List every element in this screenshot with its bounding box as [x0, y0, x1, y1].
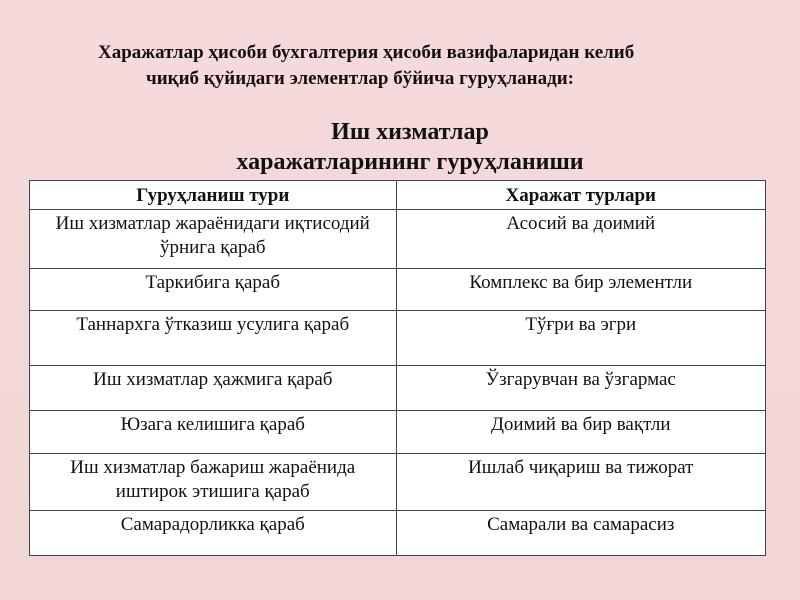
table-row — [30, 511, 766, 556]
table-row — [30, 366, 766, 411]
table-cell: Таннархга ўтказиш усулига қараб — [30, 311, 397, 366]
table-cell: Комплекс ва бир элементли — [396, 269, 765, 311]
table-cell: Самарали ва самарасиз — [396, 511, 765, 556]
table-row — [30, 269, 766, 311]
table-cell: Иш хизматлар ҳажмига қараб — [30, 366, 397, 411]
table-cell: Иш хизматлар жараёнидаги иқтисодий ўрнига қараб — [30, 210, 397, 269]
table-heading-line-2: харажатларининг гуруҳланиши — [236, 149, 584, 175]
table-cell: Таркибига қараб — [30, 269, 397, 311]
table-cell: Иш хизматлар бажариш жараёнида иштирок этишига қараб — [30, 454, 397, 511]
table-header-row — [30, 181, 766, 210]
intro-line-1: Харажатлар ҳисоби бухгалтерия ҳисоби вазифаларидан келиб — [98, 42, 635, 63]
table-cell: Юзага келишига қараб — [30, 411, 397, 454]
table-row — [30, 311, 766, 366]
table-row — [30, 210, 766, 269]
intro-line-2: чиқиб қуйидаги элементлар бўйича гуруҳланади: — [146, 68, 575, 89]
table-cell: Тўғри ва эгри — [396, 311, 765, 366]
table-cell: Асосий ва доимий — [396, 210, 765, 269]
table-heading — [180, 117, 640, 177]
header-cost-types: Харажат турлари — [396, 181, 765, 210]
table-cell: Доимий ва бир вақтли — [396, 411, 765, 454]
table-row — [30, 454, 766, 511]
header-grouping-type: Гуруҳланиш тури — [30, 181, 397, 210]
table-cell: Самарадорликка қараб — [30, 511, 397, 556]
table-cell: Ўзгарувчан ва ўзгармас — [396, 366, 765, 411]
table-row — [30, 411, 766, 454]
grouping-table — [29, 180, 766, 556]
table-cell: Ишлаб чиқариш ва тижорат — [396, 454, 765, 511]
table-heading-line-1: Иш хизматлар — [331, 119, 489, 145]
intro-paragraph — [98, 40, 758, 92]
